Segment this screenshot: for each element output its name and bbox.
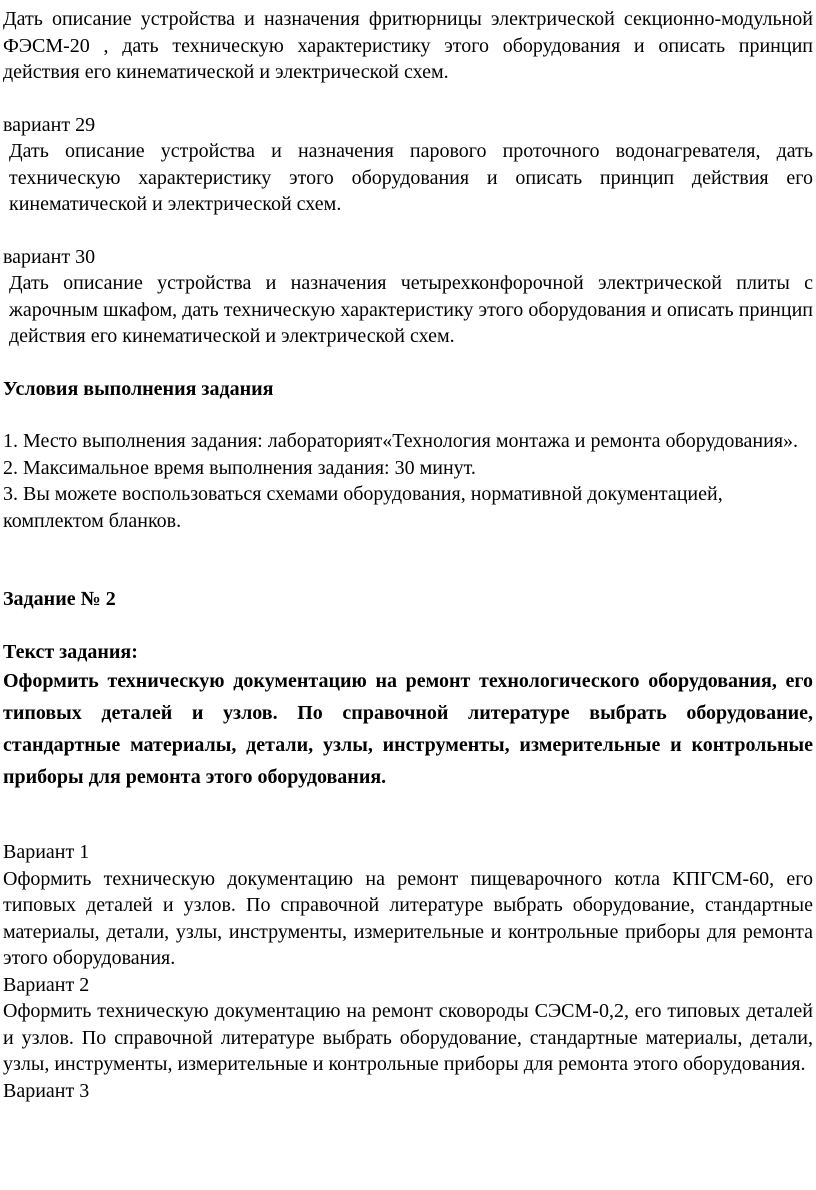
condition-item: 3. Вы можете воспользоваться схемами оборудования, нормативной документацией, комплектом бланков.: [3, 483, 723, 532]
condition-item: 2. Максимальное время выполнения задания: 30 минут.: [3, 456, 476, 479]
variant-1-text: Оформить техническую документацию на ремонт пищеварочного котла КПГСМ-60, его типовых деталей и узлов. По справочной литературе выбрать оборудование, стандартные материалы, детали, узлы, инструменты, измерительные и контрольные приборы для ремонта этого оборудования.: [3, 867, 813, 969]
spacer: [3, 350, 813, 376]
spacer: [3, 218, 813, 244]
document-page: [3, 6, 813, 1104]
variant-29-text: Дать описание устройства и назначения парового проточного водонагревателя, дать техническую характеристику этого оборудования и описать принцип действия его кинематической и электрической схем.: [9, 140, 813, 215]
variant-29-label: вариант 29: [3, 113, 96, 136]
task-2-heading: Задание № 2: [3, 588, 116, 610]
condition-item: 1. Место выполнения задания: лабораторият«Технология монтажа и ремонта оборудования».: [3, 430, 799, 452]
variant-30-label: вариант 30: [3, 245, 96, 268]
variant-1-label: Вариант 1: [3, 841, 90, 863]
conditions-heading: Условия выполнения задания: [3, 377, 274, 400]
variant-30-text: Дать описание устройства и назначения четырехконфорочной электрической плиты с жарочным шкафом, дать техническую характеристику этого оборудования и описать принцип действия его кинематической и электрической схем.: [9, 272, 813, 347]
variant-2-text: Оформить техническую документацию на ремонт сковороды СЭСМ-0,2, его типовых деталей и узлов. По справочной литературе выбрать оборудование, стандартные материалы, детали, узлы, инструменты, измерительные и контрольные приборы для ремонта этого оборудования.: [3, 1000, 813, 1075]
spacer: [3, 613, 813, 639]
spacer: [3, 86, 813, 112]
spacer: [3, 534, 813, 586]
variant-2-label: Вариант 2: [3, 973, 90, 996]
variant-3-label: Вариант 3: [3, 1079, 90, 1102]
spacer: [3, 819, 813, 839]
task-text: Оформить техническую документацию на ремонт технологического оборудования, его типовых деталей и узлов. По справочной литературе выбрать оборудование, стандартные материалы, детали, узлы, инструменты, измерительные и контрольные приборы для ремонта этого оборудования.: [3, 670, 813, 788]
intro-paragraph: Дать описание устройства и назначения фритюрницы электрической секционно-модульной ФЭСМ-20 , дать техническую характеристику этого оборудования и описать принцип действия его кинематической и электрической схем.: [3, 8, 813, 83]
spacer: [3, 793, 813, 819]
spacer: [3, 402, 813, 428]
task-text-heading: Текст задания:: [3, 640, 138, 663]
